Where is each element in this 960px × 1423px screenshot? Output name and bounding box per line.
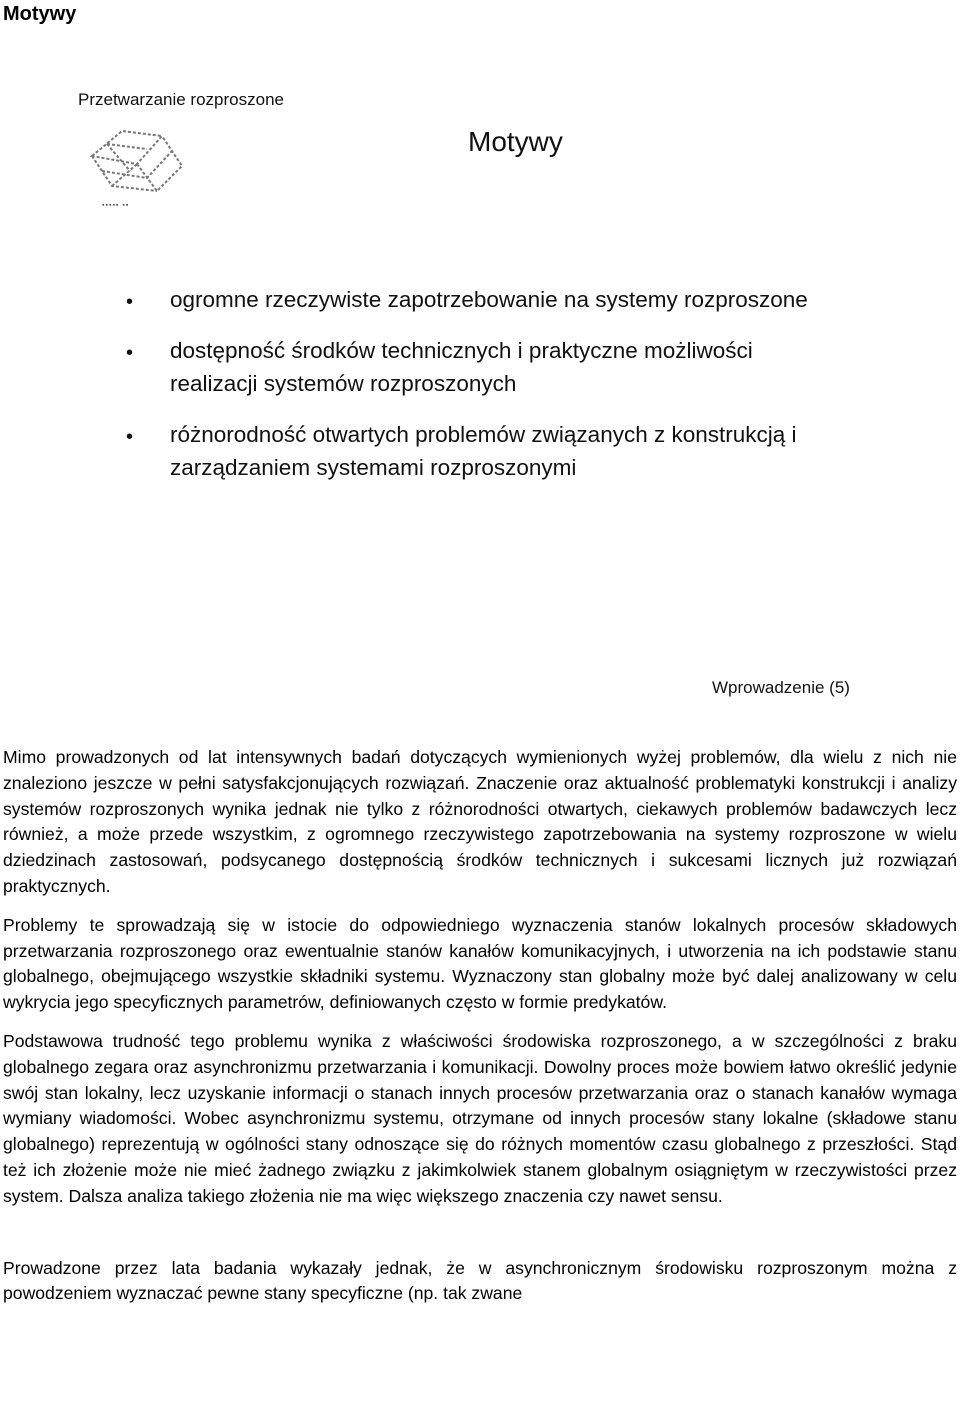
paragraph: Mimo prowadzonych od lat intensywnych badań dotyczących wymienionych wyżej problemów, dla wielu z nich nie znaleziono jeszcze w pełni satysfakcjonujących rozwiązań. Znaczenie oraz aktualność problematyki konstrukcji i analizy systemów rozproszonych wynika jednak nie tylko z różnorodności otwartych, ciekawych problemów badawczych lecz również, a może przede wszystkim, z ogromnego rzeczywistego zapotrzebowania na systemy rozproszone w wielu dziedzinach zastosowań, podsycanego dostępnością środków technicznych i sukcesami licznych już rozwiązań praktycznych. — [3, 747, 957, 896]
paragraph: Problemy te sprowadzają się w istocie do odpowiedniego wyznaczenia stanów lokalnych procesów składowych przetwarzania rozproszonego oraz ewentualnie stanów kanałów komunikacyjnych, i utworzenia na ich podstawie stanu globalnego, obejmującego wszystkie składniki systemu. Wyznaczony stan globalny może być dalej analizowany w celu wykrycia jego specyficznych parametrów, definiowanych często w formie predykatów. — [3, 914, 957, 1013]
bullet-icon: • — [126, 426, 134, 448]
slide-image — [60, 80, 900, 710]
paragraph: Prowadzone przez lata badania wykazały jednak, że w asynchronicznym środowisku rozproszonym można z powodzeniem wyznaczać pewne stany specyficzne (np. tak zwane — [3, 1257, 957, 1304]
slide-footer: Wprowadzenie (5) — [712, 678, 850, 697]
slide-header: Przetwarzanie rozproszone — [78, 90, 284, 109]
body-text — [3, 745, 957, 1320]
grid-logo-icon — [82, 116, 192, 206]
page-heading: Motywy — [3, 3, 77, 25]
slide-bullet: • ogromne rzeczywiste zapotrzebowanie na systemy rozproszone — [122, 283, 842, 316]
bullet-icon: • — [126, 342, 134, 364]
logo-caption: ▪▪▪▪▪ ▪▪ — [102, 202, 130, 209]
bullet-icon: • — [126, 291, 134, 313]
slide-bullet: • dostępność środków technicznych i praktyczne możliwości realizacji systemów rozproszonych — [126, 338, 753, 396]
slide-bullet: • różnorodność otwartych problemów związanych z konstrukcją i zarządzaniem systemami rozproszonymi — [126, 422, 797, 480]
slide-bullet-list — [122, 283, 842, 502]
paragraph: Podstawowa trudność tego problemu wynika z właściwości środowiska rozproszonego, a w szczególności z braku globalnego zegara oraz asynchronizmu przetwarzania i komunikacji. Dowolny proces może bowiem łatwo określić jedynie swój stan lokalny, lecz uzyskanie informacji o stanach innych procesów przetwarzania oraz o stanach kanałów wymaga wymiany wiadomości. Wobec asynchronizmu systemu, otrzymane od innych procesów stany lokalne (składowe stanu globalnego) reprezentują w ogólności stany odnoszące się do różnych momentów czasu globalnego z przeszłości. Stąd też ich złożenie może nie mieć żadnego związku z jakimkolwiek stanem globalnym osiągniętym w rzeczywistości przez system. Dalsza analiza takiego złożenia nie ma więc większego znaczenia czy nawet sensu. — [3, 1030, 957, 1206]
slide-title: Motywy — [468, 126, 563, 157]
